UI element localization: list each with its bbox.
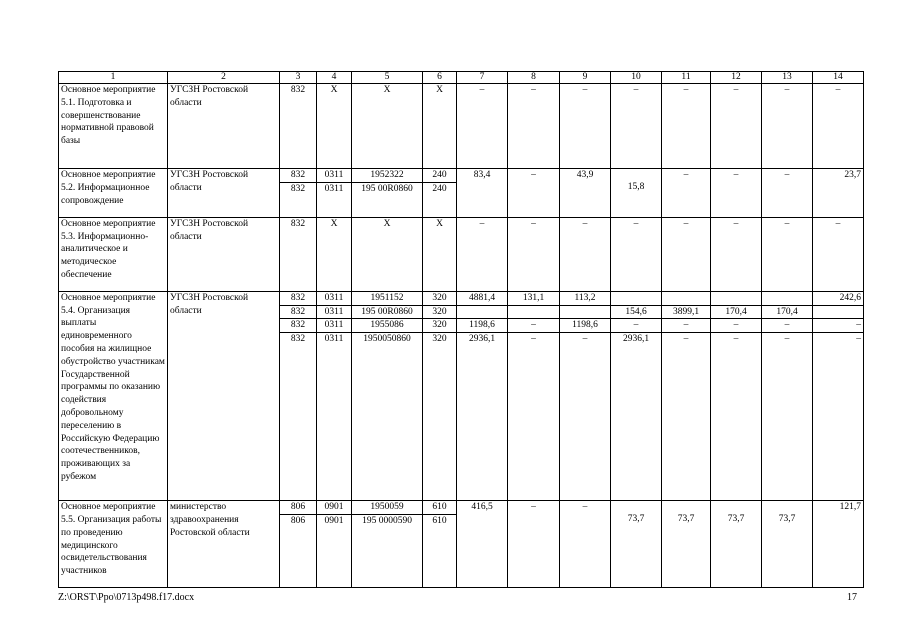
table-row	[59, 501, 864, 515]
column-header: 2	[168, 72, 280, 84]
cell-year	[711, 291, 762, 305]
cell-grbs: 832	[280, 84, 317, 169]
cell-rzpr: Х	[317, 217, 352, 291]
document-path: Z:\ORST\Ppo\0713p498.f17.docx	[58, 592, 195, 603]
cell-year: –	[508, 169, 560, 218]
cell-year: –	[560, 217, 611, 291]
executor: министерство здравоохранения Ростовской области	[168, 501, 280, 588]
cell-year	[611, 291, 662, 305]
cell-year: –	[711, 84, 762, 169]
column-header: 5	[352, 72, 423, 84]
table-row	[59, 169, 864, 183]
cell-csr: 1955086	[352, 319, 423, 333]
cell-csr: 195 00R0860	[352, 305, 423, 319]
cell-csr: 1950050860	[352, 333, 423, 501]
activity-name: Основное мероприятие 5.1. Подготовка и совершенствование нормативной правовой базы	[59, 84, 168, 169]
cell-year: 131,1	[508, 291, 560, 305]
cell-year: 2936,1	[611, 333, 662, 501]
cell-year: –	[508, 84, 560, 169]
cell-year: 170,4	[762, 305, 813, 319]
executor: УГСЗН Ростовской области	[168, 169, 280, 218]
cell-year: –	[662, 84, 711, 169]
table-row	[59, 217, 864, 291]
cell-year: –	[762, 84, 813, 169]
cell-rzpr: 0311	[317, 319, 352, 333]
cell-vr: 240	[423, 182, 457, 217]
cell-year	[560, 305, 611, 319]
cell-rzpr: 0311	[317, 169, 352, 183]
cell-year: –	[711, 333, 762, 501]
column-header: 11	[662, 72, 711, 84]
cell-year: 23,7	[813, 169, 864, 218]
cell-year: –	[762, 333, 813, 501]
cell-vr: 610	[423, 501, 457, 515]
cell-grbs: 806	[280, 501, 317, 515]
cell-year: –	[611, 217, 662, 291]
cell-year: –	[662, 333, 711, 501]
cell-year: –	[813, 333, 864, 501]
cell-vr: 610	[423, 514, 457, 587]
cell-grbs: 832	[280, 305, 317, 319]
cell-total: –	[457, 217, 508, 291]
table-row	[59, 84, 864, 169]
cell-year: 73,7	[662, 501, 711, 588]
column-header: 8	[508, 72, 560, 84]
cell-year: –	[611, 319, 662, 333]
activity-name: Основное мероприятие 5.5. Организация работы по проведению медицинского освидетельствования участников	[59, 501, 168, 588]
cell-year	[662, 291, 711, 305]
column-header: 9	[560, 72, 611, 84]
column-header: 12	[711, 72, 762, 84]
column-header: 7	[457, 72, 508, 84]
cell-year: –	[813, 84, 864, 169]
column-header: 4	[317, 72, 352, 84]
cell-year: 121,7	[813, 501, 864, 588]
executor: УГСЗН Ростовской области	[168, 291, 280, 500]
cell-year: –	[611, 84, 662, 169]
activity-name: Основное мероприятие 5.2. Информационное сопровождение	[59, 169, 168, 218]
column-header: 1	[59, 72, 168, 84]
cell-rzpr: 0311	[317, 305, 352, 319]
cell-vr: 320	[423, 319, 457, 333]
cell-rzpr: 0901	[317, 501, 352, 515]
cell-year: 73,7	[762, 501, 813, 588]
executor: УГСЗН Ростовской области	[168, 84, 280, 169]
cell-vr: 240	[423, 169, 457, 183]
cell-year: –	[508, 217, 560, 291]
cell-year: –	[662, 169, 711, 218]
cell-year: –	[762, 319, 813, 333]
cell-vr: Х	[423, 84, 457, 169]
cell-year	[813, 305, 864, 319]
cell-year: –	[711, 169, 762, 218]
column-header: 3	[280, 72, 317, 84]
cell-year: 242,6	[813, 291, 864, 305]
cell-csr: Х	[352, 217, 423, 291]
page-number: 17	[847, 592, 857, 603]
cell-total	[457, 305, 508, 319]
table-row	[59, 291, 864, 305]
cell-year: –	[711, 319, 762, 333]
cell-year: –	[508, 333, 560, 501]
cell-rzpr: 0901	[317, 514, 352, 587]
cell-year: 73,7	[611, 501, 662, 588]
cell-year: –	[508, 319, 560, 333]
cell-rzpr: 0311	[317, 333, 352, 501]
budget-table	[58, 71, 864, 588]
cell-year: 113,2	[560, 291, 611, 305]
executor: УГСЗН Ростовской области	[168, 217, 280, 291]
cell-year	[762, 291, 813, 305]
cell-year: 3899,1	[662, 305, 711, 319]
cell-vr: Х	[423, 217, 457, 291]
cell-year: –	[560, 501, 611, 588]
column-header: 10	[611, 72, 662, 84]
cell-year: –	[813, 319, 864, 333]
activity-name: Основное мероприятие 5.4. Организация выплаты единовременного пособия на жилищное обустройство участникам Государственной программы по оказанию содействия добровольному переселению в Российскую Федерацию соотечественников, проживающих за рубежом	[59, 291, 168, 500]
cell-rzpr: Х	[317, 84, 352, 169]
cell-year: –	[662, 217, 711, 291]
cell-grbs: 832	[280, 182, 317, 217]
cell-year: –	[560, 84, 611, 169]
cell-year: –	[508, 501, 560, 588]
cell-rzpr: 0311	[317, 291, 352, 305]
cell-year: –	[762, 169, 813, 218]
cell-year: 1198,6	[560, 319, 611, 333]
activity-name: Основное мероприятие 5.3. Информационно-аналитическое и методическое обеспечение	[59, 217, 168, 291]
cell-total: 416,5	[457, 501, 508, 588]
column-header: 13	[762, 72, 813, 84]
cell-year: –	[711, 217, 762, 291]
cell-year: 154,6	[611, 305, 662, 319]
cell-year: –	[813, 217, 864, 291]
cell-total: 4881,4	[457, 291, 508, 305]
cell-year: 170,4	[711, 305, 762, 319]
column-header: 14	[813, 72, 864, 84]
cell-grbs: 832	[280, 291, 317, 305]
cell-grbs: 806	[280, 514, 317, 587]
cell-year	[508, 305, 560, 319]
cell-grbs: 832	[280, 319, 317, 333]
cell-year: 43,9	[560, 169, 611, 218]
cell-total: –	[457, 84, 508, 169]
cell-vr: 320	[423, 305, 457, 319]
column-number-row	[59, 72, 864, 84]
cell-grbs: 832	[280, 217, 317, 291]
cell-rzpr: 0311	[317, 182, 352, 217]
cell-csr: 1951152	[352, 291, 423, 305]
cell-year: 15,8	[611, 169, 662, 218]
cell-total: 2936,1	[457, 333, 508, 501]
cell-csr: 1950059	[352, 501, 423, 515]
cell-year: –	[560, 333, 611, 501]
cell-grbs: 832	[280, 169, 317, 183]
cell-year: –	[662, 319, 711, 333]
cell-total: 83,4	[457, 169, 508, 218]
cell-csr: Х	[352, 84, 423, 169]
cell-csr: 195 00R0860	[352, 182, 423, 217]
cell-vr: 320	[423, 333, 457, 501]
cell-vr: 320	[423, 291, 457, 305]
cell-total: 1198,6	[457, 319, 508, 333]
column-header: 6	[423, 72, 457, 84]
cell-year: 73,7	[711, 501, 762, 588]
cell-csr: 1952322	[352, 169, 423, 183]
cell-grbs: 832	[280, 333, 317, 501]
cell-year: –	[762, 217, 813, 291]
cell-csr: 195 0000590	[352, 514, 423, 587]
